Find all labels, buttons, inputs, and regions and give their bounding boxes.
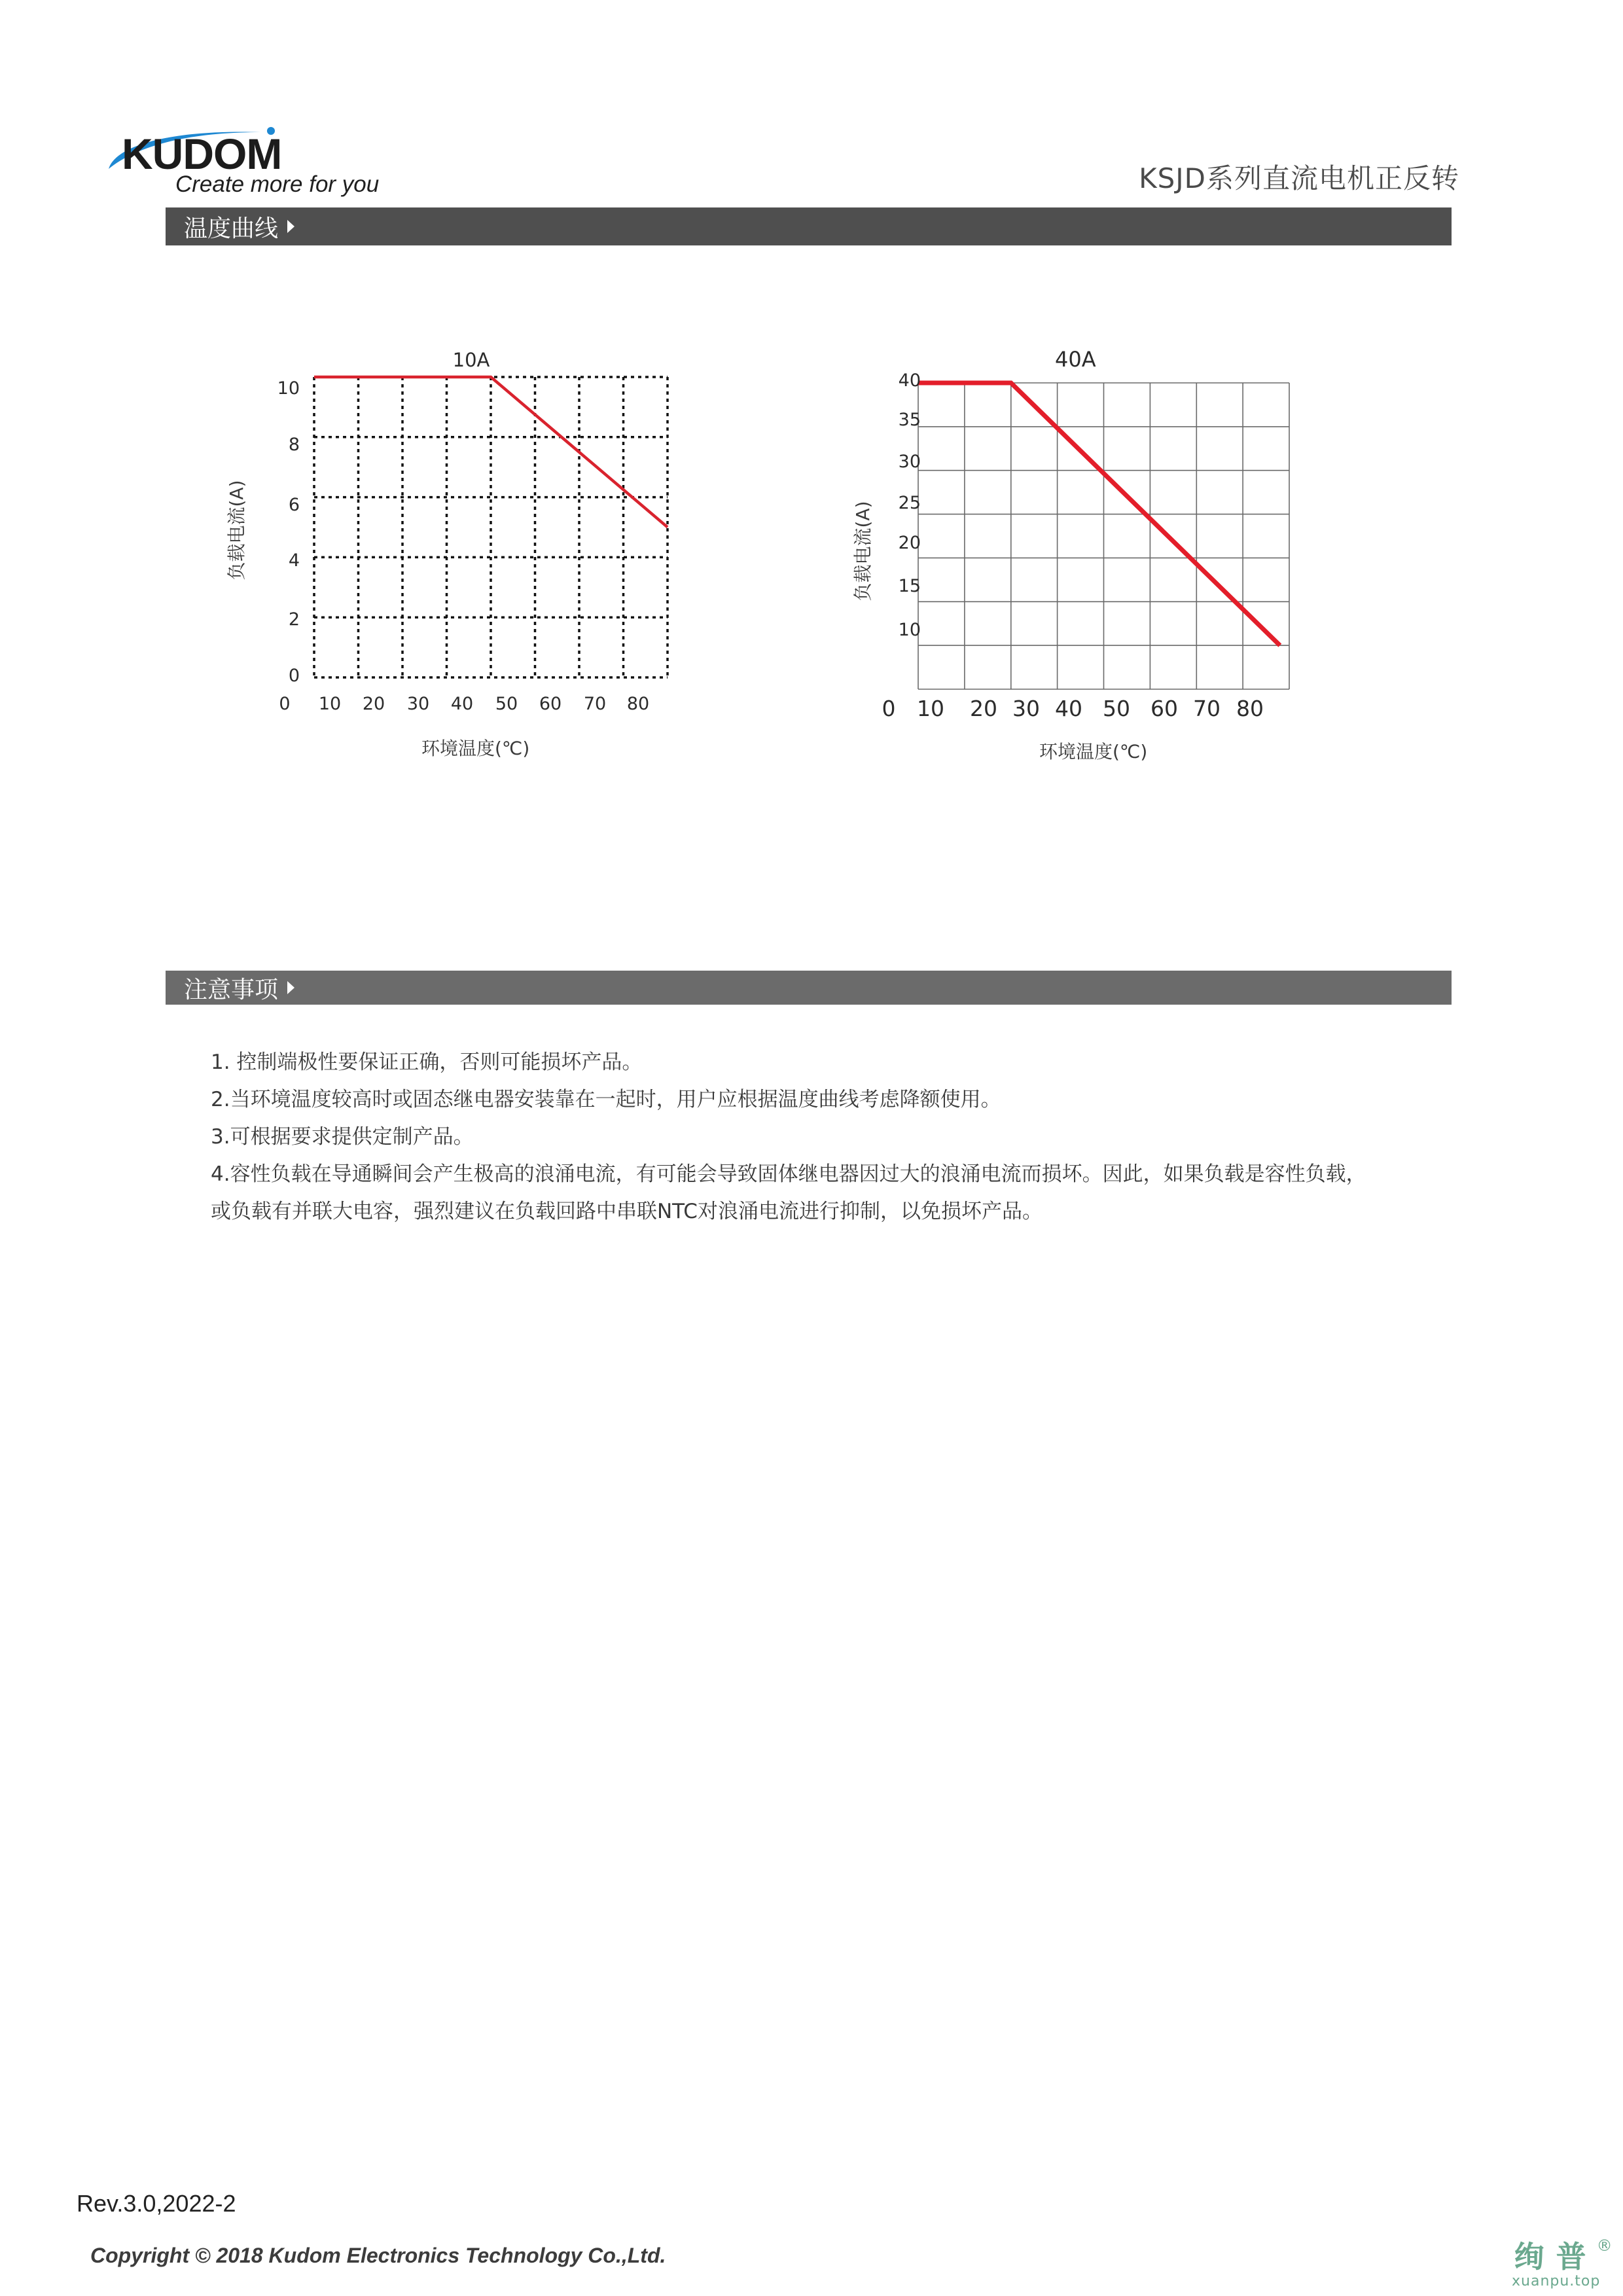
section-header-notes	[166, 971, 1452, 1005]
y-axis-label: 负载电流(A)	[852, 501, 874, 601]
chart-title-40a: 40A	[1055, 347, 1096, 372]
x-tick: 60	[1150, 696, 1178, 721]
note-item: 2.当环境温度较高时或固态继电器安装靠在一起时，用户应根据温度曲线考虑降额使用。	[211, 1088, 1001, 1111]
y-tick: 25	[898, 493, 921, 513]
x-tick: 80	[626, 694, 650, 714]
x-tick: 20	[362, 694, 385, 714]
x-tick: 40	[1055, 696, 1082, 721]
chart-title-10a: 10A	[452, 349, 490, 371]
y-tick: 40	[898, 370, 921, 391]
copyright-text: Copyright © 2018 Kudom Electronics Technology Co.,Ltd.	[90, 2244, 666, 2267]
x-tick: 10	[318, 694, 342, 714]
x-tick: 0	[279, 694, 291, 714]
watermark-cn: 绚普	[1514, 2239, 1598, 2274]
x-tick: 10	[917, 696, 944, 721]
x-tick: 70	[1193, 696, 1221, 721]
watermark-en: xuanpu.top	[1512, 2273, 1601, 2289]
x-tick: 60	[539, 694, 562, 714]
y-tick: 4	[288, 550, 300, 571]
chart-10a-plot	[308, 370, 674, 685]
y-tick: 0	[288, 666, 300, 686]
y-tick: 15	[898, 576, 921, 596]
x-tick: 0	[882, 696, 896, 721]
x-axis-label: 环境温度(℃)	[1039, 741, 1148, 762]
x-axis-label: 环境温度(℃)	[421, 738, 530, 759]
note-item: 3.可根据要求提供定制产品。	[211, 1125, 474, 1149]
note-item: 4.容性负载在导通瞬间会产生极高的浪涌电流，有可能会导致固体继电器因过大的浪涌电流而损坏。因此，如果负载是容性负载，	[211, 1162, 1366, 1186]
section-header-temp-curve	[166, 207, 1452, 245]
y-tick: 20	[898, 533, 921, 553]
y-axis-label: 负载电流(A)	[226, 480, 247, 581]
y-tick: 10	[898, 620, 921, 640]
y-tick: 30	[898, 452, 921, 472]
x-tick: 70	[583, 694, 607, 714]
note-item-continued: 或负载有并联大电容，强烈建议在负载回路中串联NTC对浪涌电流进行抑制，以免损坏产品。	[211, 1200, 1043, 1223]
section-title: 注意事项	[184, 976, 279, 1003]
logo-brand: KUDOM	[122, 130, 282, 178]
x-tick: 50	[495, 694, 518, 714]
x-tick: 80	[1236, 696, 1264, 721]
x-tick: 30	[1012, 696, 1040, 721]
company-logo	[103, 118, 378, 203]
chart-40a-plot	[912, 376, 1298, 697]
x-tick: 40	[450, 694, 474, 714]
y-tick: 10	[277, 378, 300, 399]
x-tick: 50	[1103, 696, 1130, 721]
revision-label: Rev.3.0,2022-2	[77, 2190, 236, 2217]
y-tick: 2	[288, 609, 300, 630]
watermark-logo	[1512, 2236, 1613, 2289]
document-title: KSJD系列直流电机正反转	[1139, 162, 1459, 194]
x-tick: 20	[970, 696, 997, 721]
triangle-right-icon	[287, 220, 294, 233]
triangle-right-icon	[287, 981, 294, 994]
y-tick: 6	[288, 495, 300, 515]
y-tick: 8	[288, 435, 300, 455]
registered-icon: ®	[1596, 2236, 1613, 2255]
x-tick: 30	[406, 694, 430, 714]
notes-list	[211, 1044, 1454, 1230]
logo-tagline: Create more for you	[175, 171, 380, 197]
note-item: 1. 控制端极性要保证正确，否则可能损坏产品。	[211, 1050, 643, 1074]
y-tick: 35	[898, 410, 921, 430]
section-title: 温度曲线	[184, 215, 279, 242]
